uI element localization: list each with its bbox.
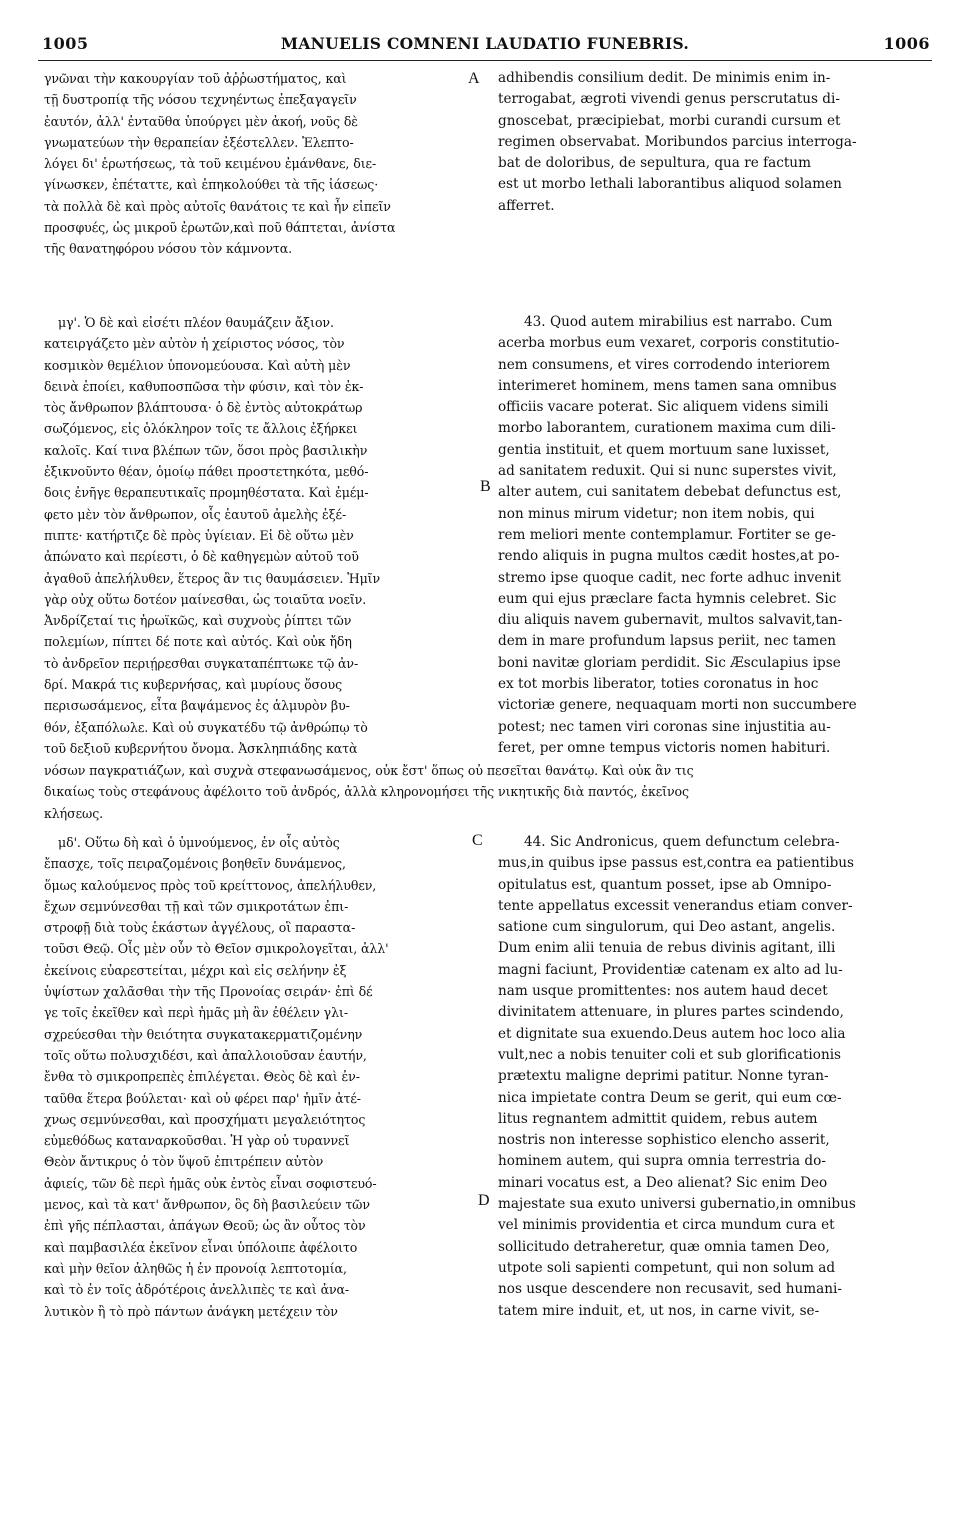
greek-line: ἔνθα τὸ σμικροπρεπὲς ἐπιλέγεται. Θεὸς δὲ καὶ ἐν- bbox=[44, 1069, 360, 1085]
greek-line: καὶ παμβασιλέα ἐκεῖνον εἶναι ὑπόλοιπε ἀφέλοιτο bbox=[44, 1239, 358, 1255]
greek-line: τοῖς οὕτω πολυσχιδέσι, καὶ ἀπαλλοιοῦσαν ἑαυτήν, bbox=[44, 1047, 367, 1063]
latin-line: gentia instituit, et quem mortuum sane luxisset, bbox=[498, 441, 830, 458]
greek-line: δρί. Μακρά τις κυβερνήσας, καὶ μυρίους ὅσους bbox=[44, 677, 343, 693]
greek-line: πολεμίων, πίπτει δέ ποτε καὶ αὐτός. Καὶ οὐκ ἤδη bbox=[44, 634, 352, 650]
block2-greek-fullwidth bbox=[44, 760, 934, 824]
greek-line: ὑψίστων χαλᾶσθαι τὴν τῆς Προνοίας σειράν· ἐπὶ δέ bbox=[44, 984, 373, 1000]
latin-line: adhibendis consilium dedit. De minimis enim in- bbox=[498, 70, 831, 86]
latin-line: majestate sua exuto universi gubernatio,in omnibus bbox=[498, 1196, 856, 1213]
latin-line: victoriæ genere, nequaquam morti non succumbere bbox=[498, 697, 857, 714]
greek-line: Θεὸν ἄντικρυς ὁ τὸν ὕψοῦ ἐπιτρέπειν αὐτὸν bbox=[44, 1154, 324, 1170]
greek-line: κλήσεως. bbox=[44, 805, 104, 821]
latin-line: et dignitate sua exuendo.Deus autem hoc loco alia bbox=[498, 1025, 846, 1042]
greek-line: στροφῇ διὰ τοὺς ἑκάστων ἀγγέλους, οἳ παραστα- bbox=[44, 920, 356, 936]
latin-line: feret, per omne tempus victoris nomen habituri. bbox=[498, 739, 831, 756]
greek-line: μγ'. Ὁ δὲ καὶ εἰσέτι πλέον θαυμάζειν ἄξιον. bbox=[58, 315, 334, 330]
greek-line: δοις ἐνῆγε θεραπευτικαῖς προμηθέστατα. Καὶ ἐμέμ- bbox=[44, 485, 369, 501]
latin-line: regimen observabat. Moribundos parcius interroga- bbox=[498, 133, 857, 150]
greek-line: φετο μὲν τὸν ἄνθρωπον, οἷς ἑαυτοῦ ἀμελὴς ἐξέ- bbox=[44, 506, 347, 522]
latin-line: eum qui ejus præclare facta hymnis celebret. Sic bbox=[498, 590, 837, 607]
greek-line: προσφυές, ὡς μικροῦ ἐρωτῶν,καὶ ποῦ θάπτεται, ἀνίστα bbox=[44, 220, 396, 236]
greek-line: σχρεύεσθαι τὴν θειότητα συγκατακερματιζομένην bbox=[44, 1026, 363, 1042]
greek-line: τὸς ἄνθρωπον βλάπτουσα· ὁ δὲ ἐντὸς αὐτοκράτωρ bbox=[44, 400, 363, 416]
latin-line: rem meliori mente contemplamur. Fortiter se ge- bbox=[498, 526, 836, 543]
greek-line: δεινὰ ἐποίει, καθυποσπῶσα τὴν φύσιν, καὶ τὸν ἐκ- bbox=[44, 378, 364, 394]
greek-line: ταῦθα ἕτερα βούλεται· καὶ οὐ φέρει παρ' ἡμῖν ἀτέ- bbox=[44, 1090, 361, 1106]
greek-line: λόγει δι' ἐρωτήσεως, τὰ τοῦ κειμένου ἐμάνθανε, διε- bbox=[44, 156, 377, 172]
greek-line: νόσων παγκρατιάζων, καὶ συχνὰ στεφανωσάμενος, οὐκ ἔστ' ὅπως οὐ πεσεῖται θανάτῳ. Καὶ οὐκ ἂν τις bbox=[44, 763, 694, 778]
latin-line: opitulatus est, quantum posset, ipse ab Omnipo- bbox=[498, 876, 832, 893]
greek-line: τοῦσι Θεῷ. Οἷς μὲν οὖν τὸ Θεῖον σμικρολογεῖται, ἀλλ' bbox=[44, 941, 389, 957]
greek-line: καλοῖς. Καί τινα βλέπων τῶν, ὅσοι πρὸς βασιλικὴν bbox=[44, 442, 368, 458]
greek-line: ἔχων σεμνύνεσθαι τῇ καὶ τῶν σμικροτάτων ἐπι- bbox=[44, 898, 349, 914]
latin-line: boni navitæ gloriam perdidit. Sic Æsculapius ipse bbox=[498, 654, 841, 671]
greek-line: εὐμεθόδως καταναρκοῦσθαι. Ἡ γὰρ οὐ τυραννεῖ bbox=[44, 1133, 350, 1149]
greek-line: τοῦ δεξιοῦ κυβερνήτου ὄνομα. Ἀσκληπιάδης κατὰ bbox=[44, 740, 358, 756]
latin-line: est ut morbo lethali laborantibus aliquod solamen bbox=[498, 176, 842, 193]
greek-line: γε τοῖς ἐκεῖθεν καὶ περὶ ἡμᾶς μὴ ἂν ἐθέλειν γλι- bbox=[44, 1005, 348, 1021]
greek-line: ἀγαθοῦ ἀπελήλυθεν, ἕτερος ἂν τις θαυμάσειεν. Ἡμῖν bbox=[44, 570, 381, 586]
greek-line: χνως σεμνύνεσθαι, καὶ προσχήματι μεγαλειότητος bbox=[44, 1111, 366, 1127]
greek-line: καὶ μὴν θεῖον ἀληθῶς ἡ ἐν προνοίᾳ λεπτοτομία, bbox=[44, 1260, 347, 1276]
latin-line: nostris non interesse sophistico elencho asserit, bbox=[498, 1132, 830, 1149]
latin-line: minari vocatus est, a Deo alienat? Sic enim Deo bbox=[498, 1174, 828, 1191]
latin-line: hominem autem, qui supra omnia terrestria do- bbox=[498, 1153, 826, 1170]
greek-line: γνωματεύων τὴν θεραπείαν ἐξέστελλεν. Ἐλεπτο- bbox=[44, 134, 354, 150]
latin-line: 44. Sic Andronicus, quem defunctum celebra- bbox=[524, 834, 840, 850]
block2-greek-column bbox=[44, 312, 478, 759]
latin-line: diu aliquis navem gubernavit, multos salvavit,tan- bbox=[498, 612, 843, 629]
latin-line: vel minimis providentia et circa mundum cura et bbox=[498, 1217, 835, 1234]
latin-line: tatem mire induit, et, ut nos, in carne vivit, se- bbox=[498, 1302, 820, 1319]
greek-line: Ἀνδρίζεταί τις ἡρωϊκῶς, καὶ συχνοὺς ῥίπτει τῶν bbox=[44, 613, 352, 629]
latin-line: nem consumens, et vires corrodendo interiorem bbox=[498, 356, 831, 373]
block3-greek-column bbox=[44, 832, 478, 1322]
greek-line: κατειργάζετο μὲν αὐτὸν ἡ χείριστος νόσος, τὸν bbox=[44, 336, 345, 352]
latin-line: alter autem, cui sanitatem debebat defunctus est, bbox=[498, 484, 842, 501]
block1-greek-column bbox=[44, 68, 478, 260]
section-marker-a: A bbox=[468, 70, 480, 87]
greek-line: ἀπώνατο καὶ περίεστι, ὁ δὲ καθηγεμὼν αὐτοῦ τοῦ bbox=[44, 549, 359, 565]
latin-line: ad sanitatem reduxit. Qui si nunc superstes vivit, bbox=[498, 463, 837, 480]
greek-line: σωζόμενος, εἰς ὁλόκληρον τοῖς τε ἄλλοις ἐξήρκει bbox=[44, 421, 358, 437]
greek-line: ἐκείνοις εὐαρεστείται, μέχρι καὶ εἰς σελήνην ἐξ bbox=[44, 962, 347, 978]
latin-line: gnoscebat, præcipiebat, morbi curandi cursum et bbox=[498, 112, 841, 129]
latin-line: sollicitudo detraheretur, quæ omnia tamen Deo, bbox=[498, 1238, 830, 1255]
section-marker-c: C bbox=[472, 832, 483, 849]
latin-line: terrogabat, ægroti vivendi genus perscrutatus di- bbox=[498, 91, 840, 108]
latin-line: 43. Quod autem mirabilius est narrabo. Cum bbox=[524, 314, 833, 330]
running-title: MANUELIS COMNENI LAUDATIO FUNEBRIS. bbox=[280, 34, 690, 53]
latin-line: prætextu maligne deprimi patitur. Nonne tyran- bbox=[498, 1068, 829, 1085]
greek-line: περισωσάμενος, εἶτα βαψάμενος ἐς ἁλμυρὸν βυ- bbox=[44, 698, 350, 714]
greek-line: τῇ δυστροπίᾳ τῆς νόσου τεχνηέντως ἐπεξαγαγεῖν bbox=[44, 92, 357, 108]
greek-line: ἐξικνοῦντο θέαν, ὁμοίῳ πάθει προστετηκότα, μεθό- bbox=[44, 464, 369, 480]
page-header bbox=[38, 34, 932, 61]
latin-line: nica impietate contra Deum se gerit, qui eum cœ- bbox=[498, 1089, 842, 1106]
greek-line: δικαίως τοὺς στεφάνους ἀφέλοιτο τοῦ ἀνδρός, ἀλλὰ κληρονομήσει τῆς νικητικῆς διὰ παντός, ἐκεῖνος bbox=[44, 784, 689, 800]
greek-line: πιπτε· κατήρτιζε δὲ πρὸς ὑγίειαν. Εἰ δὲ οὕτω μὲν bbox=[44, 527, 354, 543]
latin-line: potest; nec tamen viri coronas sine injustitia au- bbox=[498, 718, 831, 735]
latin-line: satione cum singulorum, qui Deo astant, angelis. bbox=[498, 919, 836, 936]
latin-line: magni faciunt, Providentiæ catenam ex alto ad lu- bbox=[498, 961, 843, 978]
block3-latin-column bbox=[498, 832, 934, 1322]
section-marker-b: B bbox=[480, 478, 491, 495]
greek-line: γνῶναι τὴν κακουργίαν τοῦ ἀῤῥωστήματος, καὶ bbox=[44, 71, 347, 86]
greek-line: ἔπασχε, τοῖς πειραζομένοις βοηθεῖν δυνάμενος, bbox=[44, 856, 346, 872]
latin-line: acerba morbus eum vexaret, corporis constitutio- bbox=[498, 335, 840, 352]
latin-line: vult,nec a nobis tenuiter coli et sub glorificationis bbox=[498, 1046, 842, 1063]
section-marker-d: D bbox=[478, 1192, 490, 1209]
greek-line: ἑαυτόν, ἀλλ' ἐνταῦθα ὑπούργει μὲν ἀκοή, νοῦς δὲ bbox=[44, 113, 358, 129]
latin-line: divinitatem attenuare, in plures partes scindendo, bbox=[498, 1004, 844, 1021]
latin-line: nos usque descendere non recusavit, sed humani- bbox=[498, 1281, 842, 1298]
greek-line: γὰρ οὐχ οὕτω δοτέον μαίνεσθαι, ὡς τοιαῦτα νοεῖν. bbox=[44, 591, 367, 607]
latin-line: nam usque promittentes: nos autem haud decet bbox=[498, 983, 828, 1000]
latin-line: utpote soli sapienti competunt, qui non solum ad bbox=[498, 1259, 836, 1276]
greek-line: τὰ πολλὰ δὲ καὶ πρὸς αὐτοῖς θανάτοις τε καὶ ἦν εἰπεῖν bbox=[44, 198, 391, 214]
latin-line: officiis vacare poterat. Sic aliquem videns simili bbox=[498, 399, 829, 416]
latin-line: non minus mirum videtur; non item nobis, qui bbox=[498, 505, 815, 522]
greek-line: μενος, καὶ τὰ κατ' ἄνθρωπον, ὃς δὴ βασιλεύειν τῶν bbox=[44, 1197, 370, 1213]
greek-line: τὸ ἀνδρεῖον περιῄρεσθαι συγκαταπέπτωκε τῷ ἀν- bbox=[44, 655, 359, 671]
greek-line: θόν, ἐξαπόλωλε. Καὶ οὐ συγκατέδυ τῷ ἀνθρώπῳ τὸ bbox=[44, 719, 368, 735]
latin-line: morbo laborantem, curationem maxima cum dili- bbox=[498, 420, 836, 437]
greek-line: τῆς θανατηφόρου νόσου τὸν κάμνοντα. bbox=[44, 241, 293, 257]
greek-line: μδ'. Οὕτω δὴ καὶ ὁ ὑμνούμενος, ἐν οἷς αὐτὸς bbox=[58, 835, 340, 850]
block2-latin-column bbox=[498, 312, 934, 759]
latin-line: Dum enim alii tenuia de rebus divinis agitant, illi bbox=[498, 940, 836, 957]
greek-line: καὶ τὸ ἐν τοῖς ἀδρότέροις ἀνελλιπὲς τε καὶ ἀνα- bbox=[44, 1282, 350, 1298]
latin-line: stremo ipse quoque cadit, nec forte adhuc invenit bbox=[498, 569, 842, 586]
greek-line: λυτικὸν ἢ τὸ πρὸ πάντων ἀνάγκη μετέχειν τὸν bbox=[44, 1303, 338, 1319]
greek-line: γίνωσκεν, ἐπέταττε, καὶ ἐπηκολούθει τὰ τῆς ἰάσεως· bbox=[44, 177, 379, 193]
greek-line: κοσμικὸν θεμέλιον ὑπονομεύουσα. Καὶ αὐτὴ μὲν bbox=[44, 357, 351, 373]
latin-line: rendo aliquis in pugna multos cædit hostes,at po- bbox=[498, 548, 840, 565]
latin-line: tente appellatus excessit venerandus etiam conver- bbox=[498, 897, 853, 914]
latin-line: ex tot morbis liberator, toties coronatus in hoc bbox=[498, 676, 819, 693]
latin-line: interimeret hominem, mens tamen sana omnibus bbox=[498, 377, 837, 394]
page-number-left: 1005 bbox=[42, 34, 89, 53]
greek-line: ἐπὶ γῆς πέπλασται, ἀπάγων Θεοῦ; ὡς ἂν οὗτος τὸν bbox=[44, 1218, 366, 1234]
latin-line: mus,in quibus ipse passus est,contra ea patientibus bbox=[498, 855, 854, 872]
latin-line: afferret. bbox=[498, 197, 555, 214]
latin-line: dem in mare profundum lapsus periit, nec tamen bbox=[498, 633, 837, 650]
greek-line: ἀφιείς, τῶν δὲ περὶ ἡμᾶς οὐκ ἐντὸς εἶναι σοφιστευό- bbox=[44, 1175, 377, 1191]
latin-line: bat de doloribus, de sepultura, qua re factum bbox=[498, 155, 811, 172]
latin-line: litus regnantem admittit quidem, rebus autem bbox=[498, 1110, 818, 1127]
block1-latin-column bbox=[498, 68, 934, 217]
greek-line: ὅμως καλούμενος πρὸς τοῦ κρείττονος, ἀπελήλυθεν, bbox=[44, 877, 377, 893]
page-number-right: 1006 bbox=[883, 34, 930, 53]
